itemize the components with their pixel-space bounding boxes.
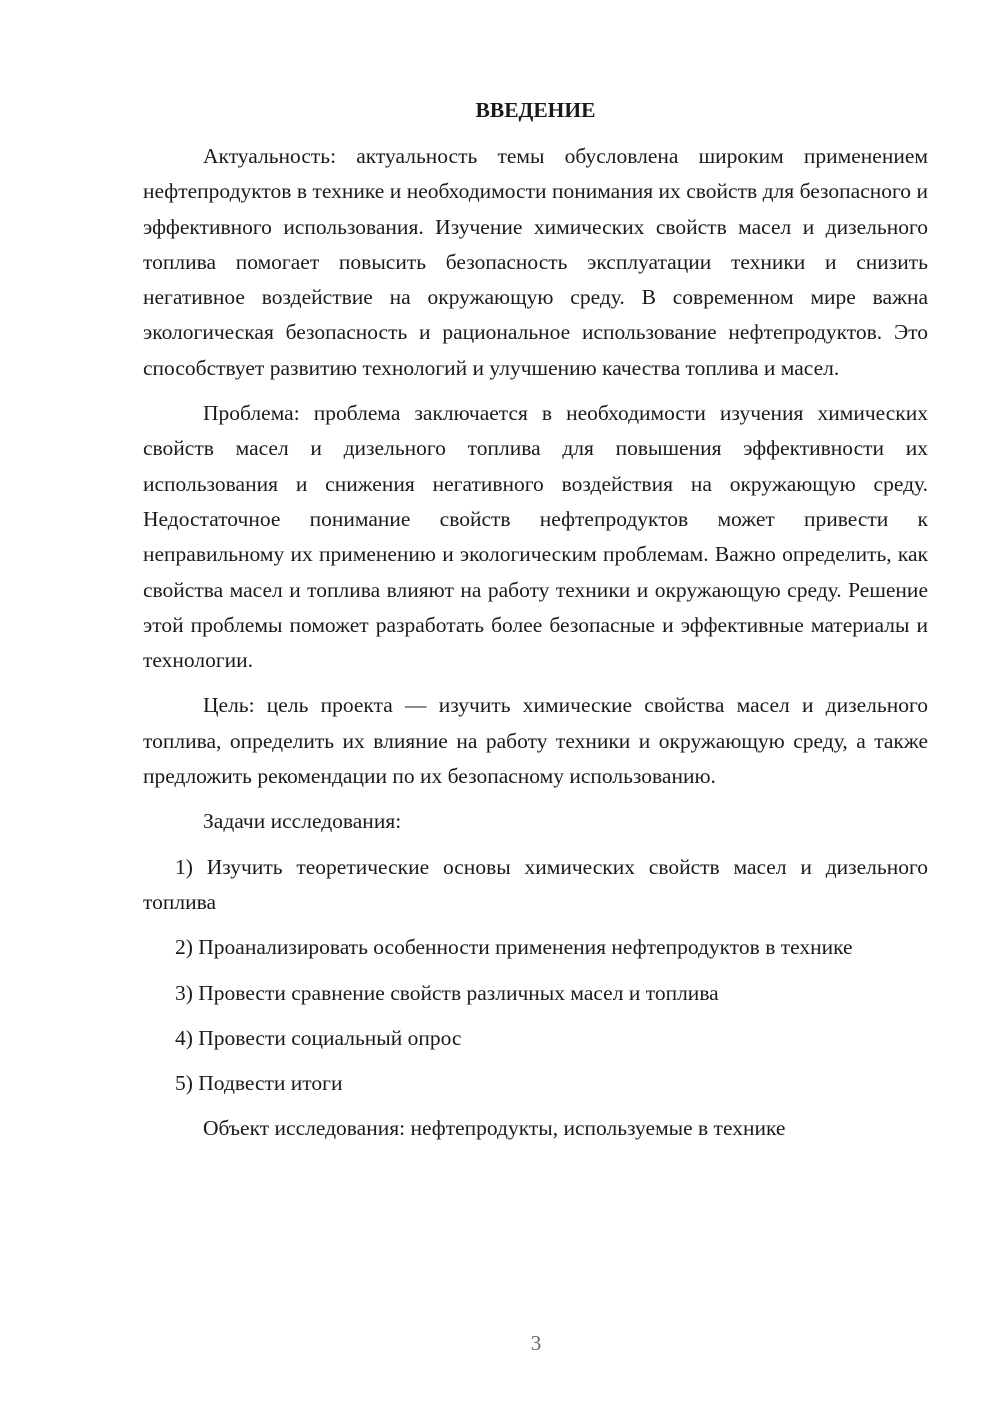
paragraph-problem: Проблема: проблема заключается в необходимости изучения химических свойств масел и дизельного топлива для повышения эффективности их использования и снижения негативного воздействия на окружающую среду. Недостаточное понимание свойств нефтепродуктов может привести к неправильному их применению и экологическим проблемам. Важно определить, как свойства масел и топлива влияют на работу техники и окружающую среду. Решение этой проблемы поможет разработать более безопасные и эффективные материалы и технологии. [143,401,928,673]
page-content [143,93,928,1157]
list-item: 3) Провести сравнение свойств различных масел и топлива [175,980,719,1005]
list-item: 1) Изучить теоретические основы химических свойств масел и дизельного топлива [143,854,928,914]
list-item: 4) Провести социальный опрос [175,1025,462,1050]
paragraph-relevance: Актуальность: актуальность темы обусловлена широким применением нефтепродуктов в технике и необходимости понимания их свойств для безопасного и эффективного использования. Изучение химических свойств масел и дизельного топлива помогает повысить безопасность эксплуатации техники и снизить негативное воздействие на окружающую среду. В современном мире важна экологическая безопасность и рациональное использование нефтепродуктов. Это способствует развитию технологий и улучшению качества топлива и масел. [143,144,928,380]
page-number: 3 [530,1331,542,1355]
section-title: ВВЕДЕНИЕ [475,98,596,122]
task-list [143,850,928,1102]
paragraph-goal: Цель: цель проекта — изучить химические свойства масел и дизельного топлива, определить их влияние на работу техники и окружающую среду, а также предложить рекомендации по их безопасному использованию. [143,693,928,789]
paragraph-tasks-heading: Задачи исследования: [203,809,402,834]
list-item: 2) Проанализировать особенности применения нефтепродуктов в технике [175,935,853,960]
paragraph-object: Объект исследования: нефтепродукты, используемые в технике [203,1116,786,1141]
list-item: 5) Подвести итоги [175,1071,343,1096]
